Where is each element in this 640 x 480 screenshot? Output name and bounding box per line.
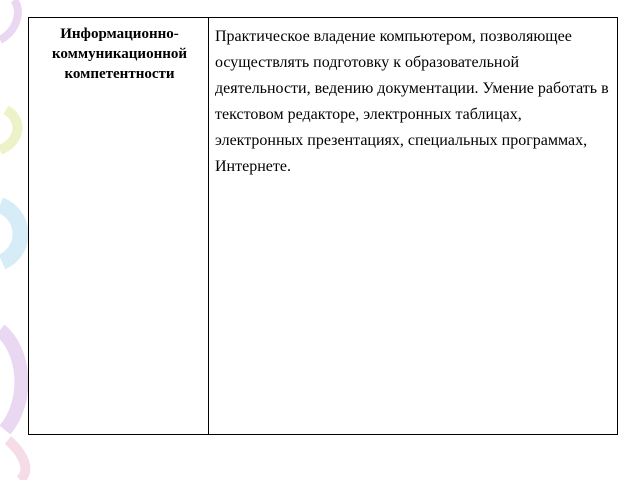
competency-heading-cell [29, 18, 209, 435]
competency-description: Практическое владение компьютером, позволяющее осуществлять подготовку к образовательной деятельности, ведению документации. Умение работать в текстовом редакторе, электронных таблицах, электронных презентациях, специальных программах, Интернете. [215, 28, 609, 175]
swirl-arc-blue [0, 205, 21, 262]
swirl-arc-pink [8, 440, 25, 480]
competency-table [28, 17, 618, 435]
swirl-arc-purple [0, 330, 21, 430]
swirl-arc-purple-top [0, 0, 18, 40]
competency-description-cell [209, 18, 618, 435]
competency-heading: Информационно-коммуникационной компетентности [51, 26, 187, 82]
table-row [29, 18, 618, 435]
swirl-arc-yellow [0, 110, 17, 150]
